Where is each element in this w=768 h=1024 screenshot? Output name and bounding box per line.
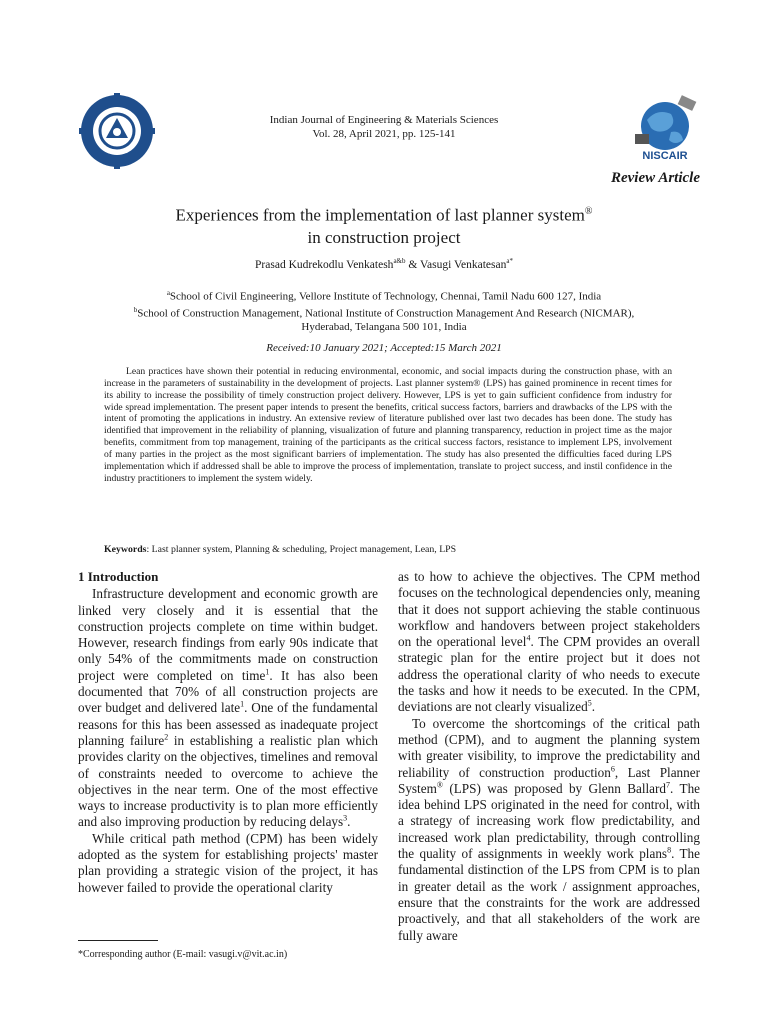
citation-ref[interactable]: 5 — [587, 698, 592, 708]
citation-ref[interactable]: 6 — [610, 764, 615, 774]
text-run: as to how to achieve the objectives. The CPM method focuses on the technological dependencies only, meaning that it does not support achieving the stable continuous workflow and handovers between project stakeholders on the operational level — [398, 569, 700, 650]
journal-header — [200, 113, 568, 141]
citation-ref[interactable]: 3 — [343, 814, 348, 824]
paper-title — [110, 201, 658, 249]
registered-mark: ® — [584, 206, 593, 217]
text-run: . The idea behind LPS originated in the need for control, with a strategy of increasing work flow predictability, and increased work plan predictability, through controlling the quality of assignments in weekly work plans — [398, 780, 701, 862]
text-run: in establishing a realistic plan which provides clarity on the objectives, timelines and removal of constraints needed to overcome to achieve the objectives in the near term. One of the most effective ways to increase productivity is to plan more efficiently and also improving production by reducing delays — [78, 732, 378, 830]
author-2: Vasugi Venkatesan — [420, 258, 507, 271]
author-separator: & — [405, 258, 420, 271]
text-run: . It has also been documented that 70% of all construction projects are over budget and delivered late — [78, 667, 378, 716]
section-heading: 1 Introduction — [78, 569, 159, 584]
affiliation-a-text: School of Civil Engineering, Vellore Institute of Technology, Chennai, Tamil Nadu 600 127, India — [169, 290, 602, 303]
affiliation-b-text: School of Construction Management, National Institute of Construction Management And Research (NICMAR), — [137, 307, 635, 320]
keywords-label: Keywords — [104, 544, 147, 555]
paragraph: While critical path method (CPM) has been widely adopted as the system for establishing projects' master plan providing a strategic vision of the project, it has however failed to provide the operational clarity — [78, 830, 378, 895]
citation-ref[interactable]: 1 — [240, 699, 245, 709]
citation-ref[interactable]: 7 — [666, 780, 671, 790]
paragraph — [398, 716, 700, 944]
citation-ref[interactable]: 2 — [164, 732, 169, 742]
affiliations — [100, 287, 668, 335]
niscair-label: NISCAIR — [642, 150, 688, 162]
citation-ref[interactable]: 8 — [667, 845, 672, 855]
text-run: . The fundamental distinction of the LPS from CPM is to plan in greater detail as the work / assignment approaches, ensure that the constraints for the work are addressed proactively, and that all stakeholders of the work are fully aware — [398, 846, 700, 943]
affiliation-b-mark: b — [133, 306, 138, 315]
article-type: Review Article — [610, 170, 700, 186]
journal-name: Indian Journal of Engineering & Materials Sciences — [269, 114, 499, 126]
text-run: , Last Planner System — [398, 764, 700, 796]
author-2-affil: a* — [506, 257, 513, 265]
received-dates: Received:10 January 2021; Accepted:15 March 2021 — [266, 342, 502, 354]
citation-ref[interactable]: 1 — [265, 667, 270, 677]
affiliation-b — [100, 304, 668, 321]
volume-info: Vol. 28, April 2021, pp. 125-141 — [312, 128, 456, 140]
text-run: . The CPM provides an overall strategic plan for the entire project but it does not address the operational clarity of who needs to execute the tasks and how it needs to be executed. In the CPM, deviations are not clearly visualized — [398, 634, 700, 715]
text-run: (LPS) was proposed by Glenn Ballard — [442, 780, 667, 796]
text-run: . One of the fundamental reasons for this has been assessed as inadequate project planning failure — [78, 700, 378, 748]
registered-mark: ® — [436, 780, 443, 790]
body-column-left — [78, 569, 378, 896]
paragraph — [398, 569, 700, 716]
csir-logo — [78, 92, 156, 170]
paragraph — [78, 586, 378, 830]
footnote-divider — [78, 940, 158, 941]
affiliation-a — [100, 287, 668, 304]
text-run: Infrastructure development and economic growth are linked very closely and it is essential that the construction projects complete on time within budget. However, research findings from early 90s indicate that only 54% of the commitments made on construction project were completed on time — [78, 586, 378, 683]
footnote: *Corresponding author (E-mail: vasugi.v@vit.ac.in) — [78, 949, 288, 960]
text-run: To overcome the shortcomings of the critical path method (CPM), and to augment the planning system with greater visibility, to improve the predictability and reliability of construction production — [398, 715, 700, 780]
keywords — [104, 544, 672, 555]
text-run: . — [347, 814, 351, 830]
text-run: . — [591, 699, 595, 715]
author-list — [150, 257, 618, 271]
author-1: Prasad Kudrekodlu Venkatesh — [255, 258, 394, 271]
affiliation-b-line2: Hyderabad, Telangana 500 101, India — [301, 321, 467, 334]
affiliation-a-mark: a — [166, 289, 170, 297]
citation-ref[interactable]: 4 — [526, 633, 531, 643]
title-line1: Experiences from the implementation of last planner system — [175, 205, 585, 225]
body-column-right — [398, 569, 700, 944]
author-1-affil: a&b — [393, 257, 406, 265]
keywords-text: : Last planner system, Planning & scheduling, Project management, Lean, LPS — [146, 544, 457, 555]
title-line2: in construction project — [307, 227, 461, 247]
abstract: Lean practices have shown their potential in reducing environmental, economic, and social impacts during the construction phase, with an increase in the parameters of sustainability in the development of projects. Last planner system® (LPS) has gained prominence in recent times for its ability to increase the possibility of timely construction project delivery. However, LPS is yet to gain sufficient confidence from industry for wide spread implementation. The present paper intends to present the benefits, critical success factors, barriers and drawbacks of the LPS with the intent of promoting the applications in industry. An extensive review of literature published over last two decades has been done. The study has identified that improvement in the reliability of planning, visualization of future and planning transparency, reduction in project time as the major benefits, commitment from top management, training of the participants as the critical success factors, resistance to implement LPS, involvement of many parties in the project as the most significant barriers of implementation. The study has also presented the difficulties faced during LPS implementation which if addressed shall be able to improve the process of implementation, translate to project success, and instil confidence in the industry practitioners to implement the system widely. — [104, 366, 672, 484]
